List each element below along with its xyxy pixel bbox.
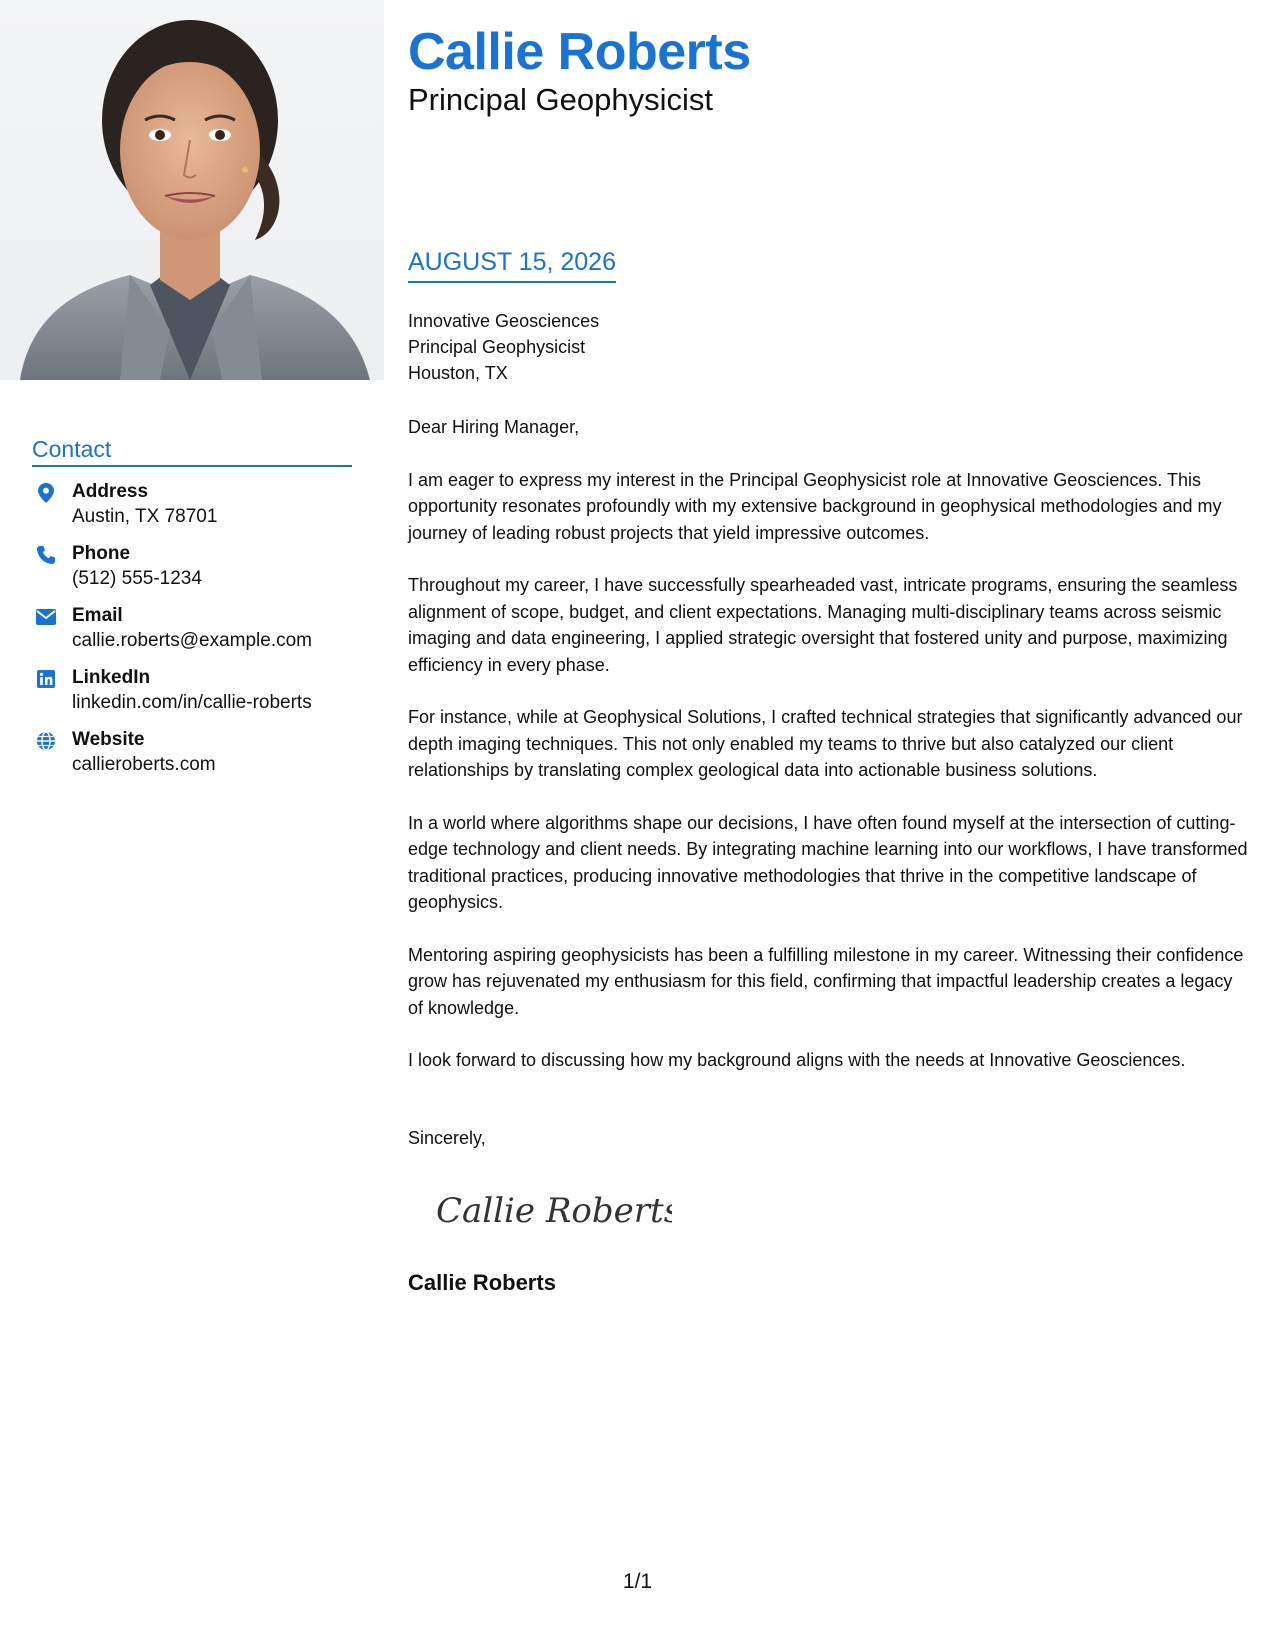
letter-date: AUGUST 15, 2026	[408, 248, 616, 283]
signature-script: Callie Roberts	[436, 1191, 672, 1231]
contact-linkedin	[32, 665, 352, 715]
salutation: Dear Hiring Manager,	[408, 417, 580, 437]
contact-address	[32, 479, 352, 529]
contact-sidebar	[32, 436, 352, 789]
address-value: Austin, TX 78701	[72, 506, 218, 527]
recipient-location: Houston, TX	[408, 363, 508, 383]
address-label: Address	[72, 481, 149, 502]
body-paragraph: I look forward to discussing how my background aligns with the needs at Innovative Geosciences.	[408, 1050, 1186, 1070]
recipient-company: Innovative Geosciences	[408, 311, 600, 331]
phone-value[interactable]: (512) 555-1234	[72, 568, 202, 589]
body-paragraph: In a world where algorithms shape our decisions, I have often found myself at the intersection of cutting-edge technology and client needs. By integrating machine learning into our workflows, I have transformed traditional practices, producing innovative methodologies that thrive in the competitive landscape of geophysics.	[408, 812, 1248, 912]
contact-website	[32, 727, 352, 777]
website-label: Website	[72, 729, 145, 750]
portrait-illustration	[0, 0, 384, 380]
body-paragraph: For instance, while at Geophysical Solutions, I crafted technical strategies that significantly advanced our depth imaging techniques. This not only enabled my teams to thrive but also catalyzed our client relationships by translating complex geological data into actionable business solutions.	[408, 707, 1243, 780]
linkedin-label: LinkedIn	[72, 667, 151, 688]
envelope-icon	[34, 605, 58, 629]
applicant-name: Callie Roberts	[408, 23, 751, 81]
linkedin-value[interactable]: linkedin.com/in/callie-roberts	[72, 692, 312, 713]
body-paragraph: Throughout my career, I have successfully spearheaded vast, intricate programs, ensuring the seamless alignment of scope, budget, and client expectations. Managing multi-disciplinary teams across seismic imaging and data engineering, I applied strategic oversight that fostered unity and purpose, maximizing efficiency in every phase.	[408, 575, 1238, 675]
globe-icon	[34, 729, 58, 753]
closing: Sincerely,	[408, 1128, 486, 1148]
contact-email	[32, 603, 352, 653]
phone-icon	[34, 543, 58, 567]
email-value[interactable]: callie.roberts@example.com	[72, 630, 312, 651]
letter-body	[408, 414, 1248, 1100]
location-pin-icon	[34, 481, 58, 505]
applicant-title: Principal Geophysicist	[408, 82, 713, 117]
recipient-position: Principal Geophysicist	[408, 337, 586, 357]
signature-image	[432, 1180, 672, 1240]
body-paragraph: Mentoring aspiring geophysicists has been a fulfilling milestone in my career. Witnessing their confidence grow has rejuvenated my enthusiasm for this field, confirming that impactful leadership creates a legacy of knowledge.	[408, 944, 1244, 1018]
page-number: 1/1	[622, 1570, 653, 1593]
phone-label: Phone	[72, 543, 131, 564]
profile-photo	[0, 0, 384, 380]
contact-phone	[32, 541, 352, 591]
website-value[interactable]: callieroberts.com	[72, 754, 216, 775]
contact-heading: Contact	[32, 436, 352, 467]
email-label: Email	[72, 605, 123, 626]
signed-name: Callie Roberts	[408, 1270, 556, 1295]
handwritten-signature	[432, 1180, 672, 1245]
body-paragraph: I am eager to express my interest in the Principal Geophysicist role at Innovative Geosciences. This opportunity resonates profoundly with my extensive background in geophysical methodologies and my journey of leading robust projects that yield impressive outcomes.	[408, 469, 1222, 543]
linkedin-icon	[34, 667, 58, 691]
recipient-block	[408, 308, 599, 386]
